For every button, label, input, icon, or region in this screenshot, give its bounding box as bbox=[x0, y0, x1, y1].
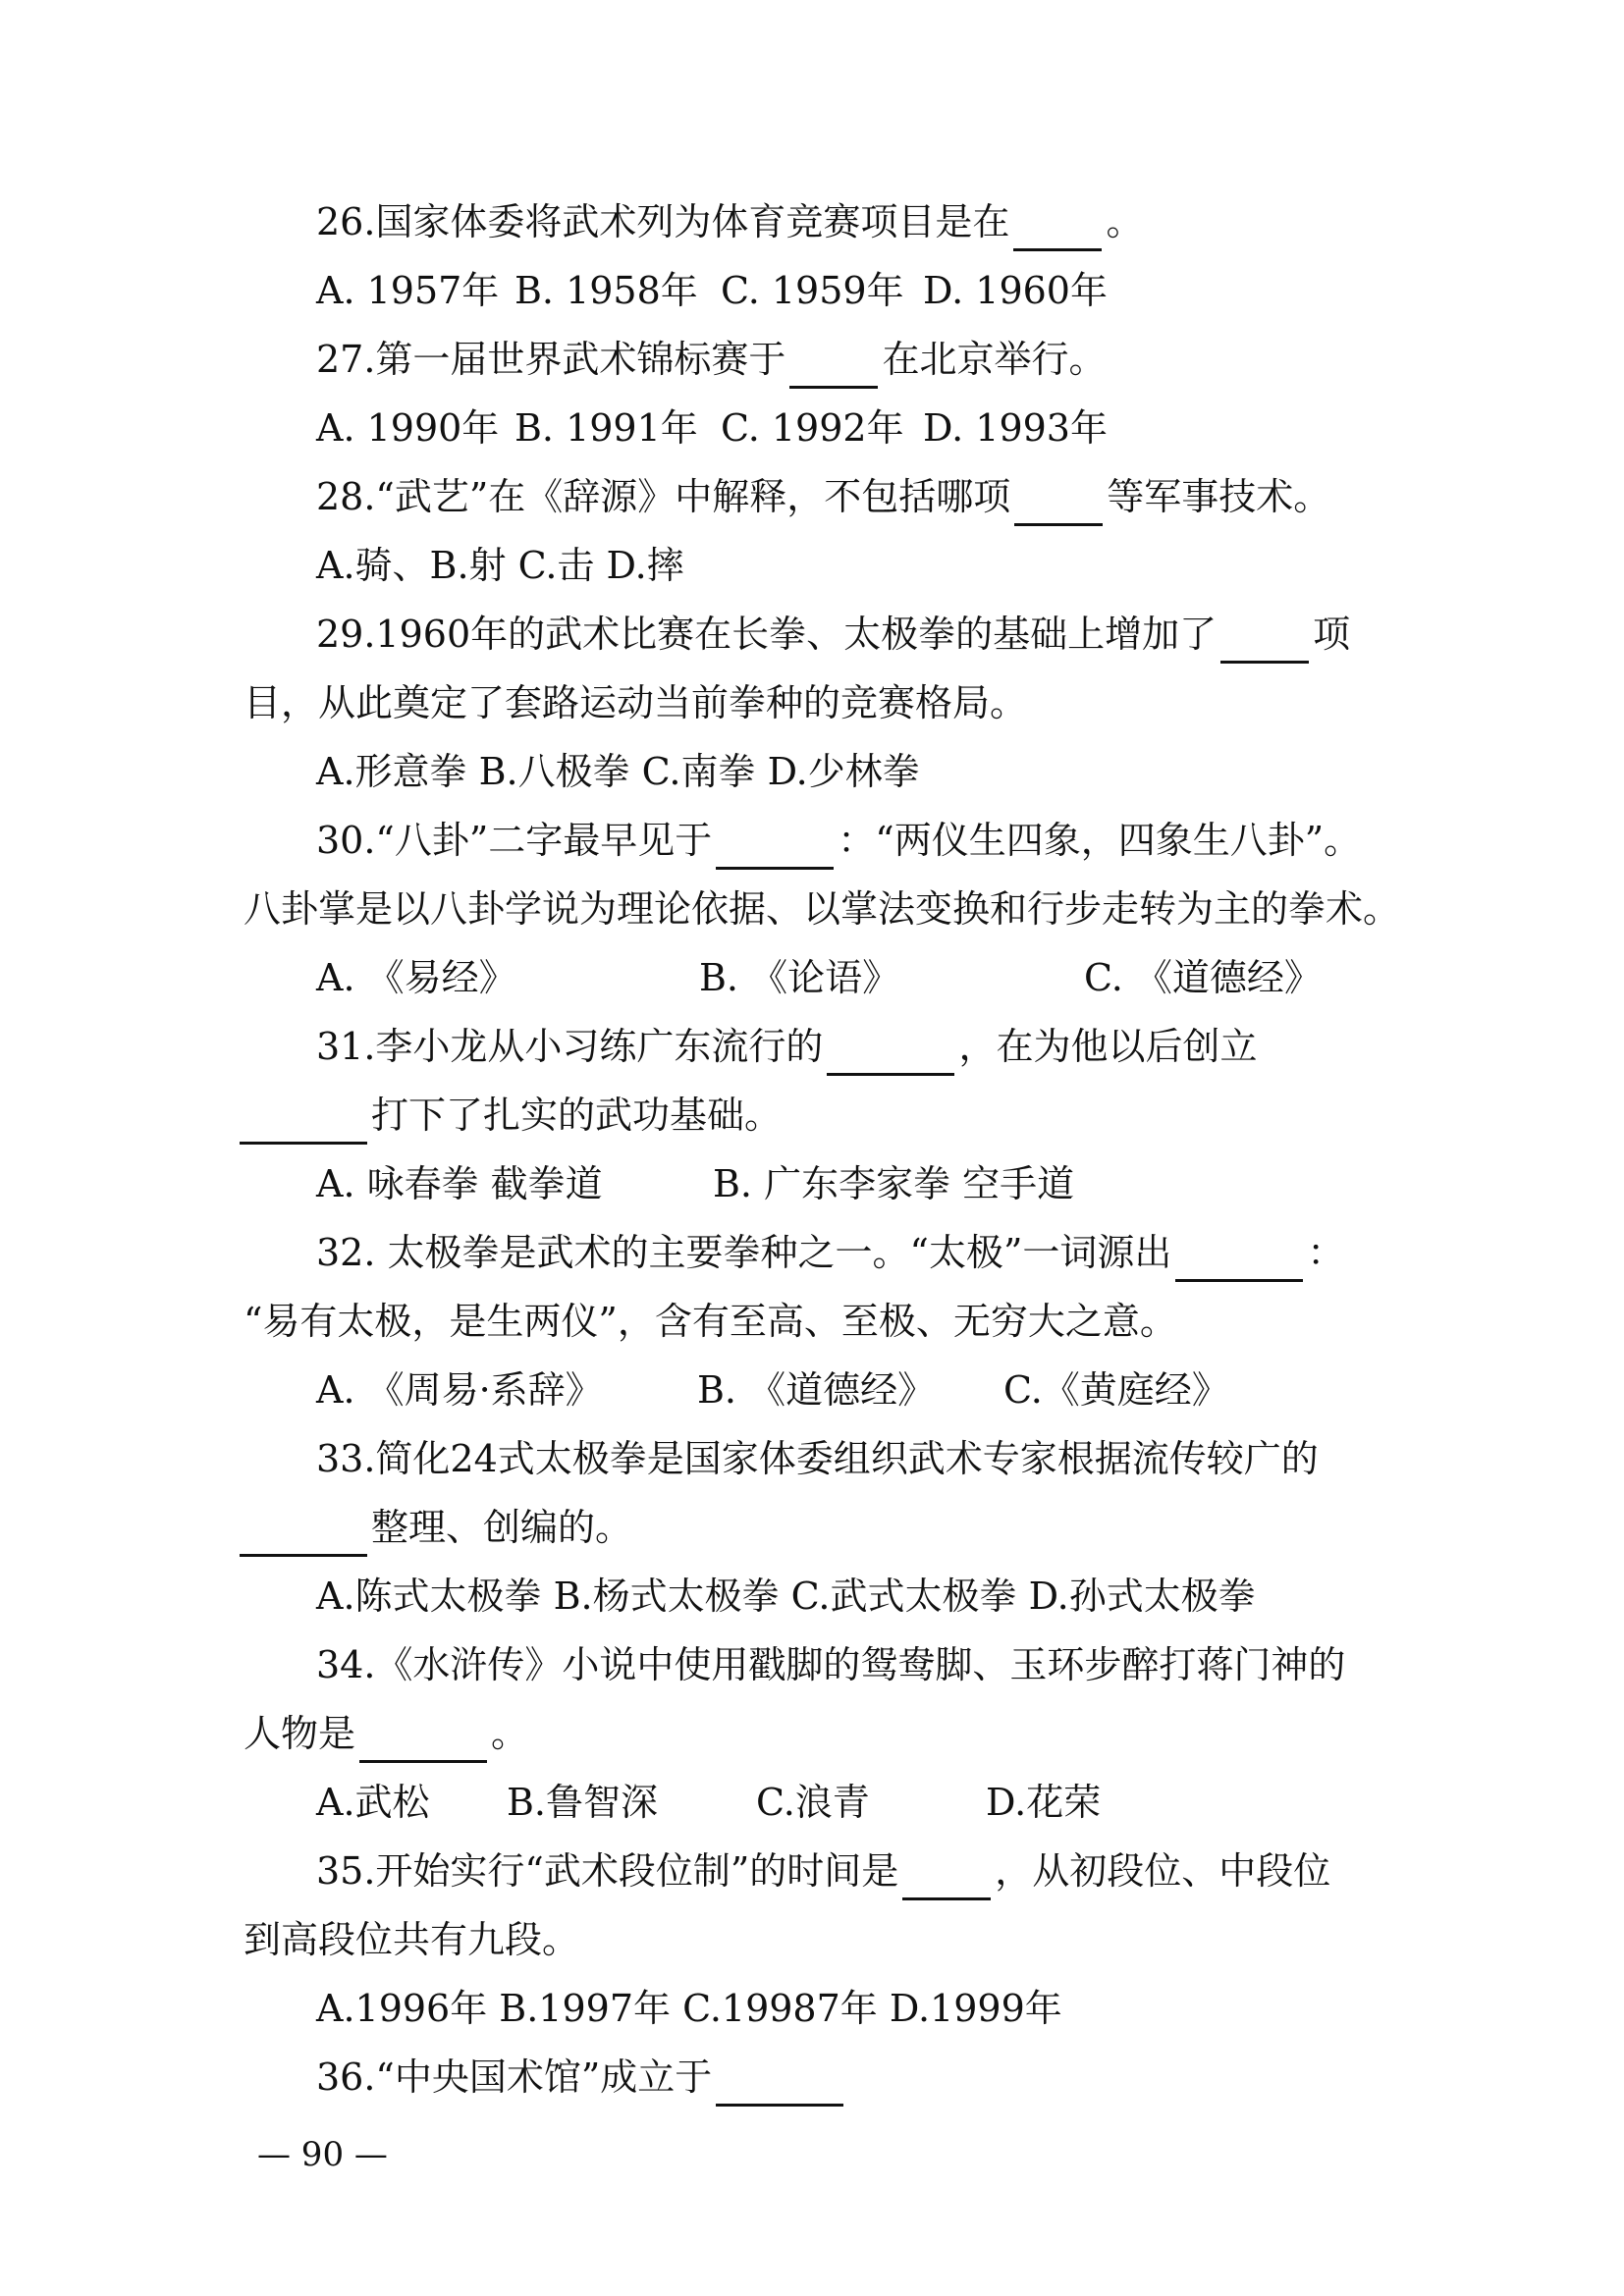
question-30-stem-line2: 八卦掌是以八卦学说为理论依据、以掌法变换和行步走转为主的拳术。 bbox=[244, 887, 1401, 931]
question-33-stem-line2-text: 整理、创编的。 bbox=[371, 1506, 633, 1549]
question-27-options bbox=[0, 399, 1624, 457]
question-28-stem-after: 等军事技术。 bbox=[1107, 475, 1331, 518]
question-34-option-b: B.鲁智深 bbox=[507, 1781, 659, 1824]
question-30-option-b: B. 《论语》 bbox=[699, 956, 900, 999]
question-28-options bbox=[0, 536, 1624, 595]
question-28-options-text: A.骑、B.射 C.击 D.摔 bbox=[316, 544, 684, 587]
question-31-stem-line2 bbox=[0, 1086, 1624, 1145]
question-27-stem bbox=[0, 330, 1624, 389]
answer-blank bbox=[1014, 478, 1103, 526]
answer-blank bbox=[827, 1028, 954, 1076]
question-30-stem-after: ：“两仪生四象，四象生八卦”。 bbox=[838, 819, 1362, 862]
question-33-options-text: A.陈式太极拳 B.杨式太极拳 C.武式太极拳 D.孙式太极拳 bbox=[316, 1575, 1256, 1618]
question-29-stem-before: 29.1960年的武术比赛在长拳、太极拳的基础上增加了 bbox=[316, 613, 1218, 656]
question-35-stem-line2: 到高段位共有九段。 bbox=[244, 1918, 580, 1961]
question-29-stem-after: 项 bbox=[1313, 613, 1351, 656]
question-31-option-a: A. 咏春拳 截拳道 bbox=[316, 1162, 603, 1205]
question-27-option-c: C. 1992年 bbox=[721, 406, 904, 450]
question-34-options bbox=[0, 1773, 1624, 1832]
question-35-stem-after: ，从初段位、中段位 bbox=[995, 1849, 1331, 1893]
question-34-option-c: C.浪青 bbox=[756, 1781, 870, 1824]
answer-blank bbox=[789, 341, 878, 389]
question-29-stem-line2: 目，从此奠定了套路运动当前拳种的竞赛格局。 bbox=[244, 681, 1028, 724]
question-32-option-c: C.《黄庭经》 bbox=[1003, 1368, 1229, 1412]
question-32-stem-line2: “易有太极，是生两仪”，含有至高、至极、无穷大之意。 bbox=[244, 1300, 1177, 1343]
page-number: — 90 — bbox=[257, 2135, 388, 2174]
question-34-stem-line2 bbox=[0, 1704, 1624, 1763]
answer-blank bbox=[240, 1096, 367, 1145]
question-26-option-d: D. 1960年 bbox=[923, 269, 1108, 312]
question-34-stem-line2-after: 。 bbox=[491, 1712, 529, 1755]
answer-blank bbox=[1175, 1234, 1303, 1282]
question-26-options bbox=[0, 261, 1624, 320]
question-30-option-c: C. 《道德经》 bbox=[1084, 956, 1322, 999]
question-26-stem-after: 。 bbox=[1106, 200, 1144, 243]
question-26-option-c: C. 1959年 bbox=[721, 269, 904, 312]
question-35-options-text: A.1996年 B.1997年 C.19987年 D.1999年 bbox=[316, 1987, 1062, 2030]
question-27-stem-before: 27.第一届世界武术锦标赛于 bbox=[316, 338, 786, 381]
question-33-options bbox=[0, 1567, 1624, 1626]
answer-blank bbox=[1013, 203, 1102, 251]
question-30-options bbox=[0, 948, 1624, 1007]
question-31-option-b: B. 广东李家拳 空手道 bbox=[713, 1162, 1075, 1205]
question-30-stem bbox=[0, 811, 1624, 870]
question-35-stem bbox=[0, 1842, 1624, 1900]
question-31-stem-before: 31.李小龙从小习练广东流行的 bbox=[316, 1025, 824, 1068]
question-32-stem-after: ： bbox=[1307, 1231, 1345, 1274]
question-34-option-d: D.花荣 bbox=[986, 1781, 1102, 1824]
question-35-options bbox=[0, 1979, 1624, 2038]
question-30-option-a: A. 《易经》 bbox=[316, 956, 516, 999]
answer-blank bbox=[716, 822, 834, 870]
question-31-stem bbox=[0, 1017, 1624, 1076]
question-29-stem bbox=[0, 605, 1624, 664]
question-36-stem bbox=[0, 2048, 1624, 2107]
question-26-stem bbox=[0, 192, 1624, 251]
question-28-stem bbox=[0, 467, 1624, 526]
question-31-stem-after: ，在为他以后创立 bbox=[958, 1025, 1258, 1068]
question-26-option-a: A. 1957年 bbox=[316, 269, 500, 312]
question-26-stem-before: 26.国家体委将武术列为体育竞赛项目是在 bbox=[316, 200, 1010, 243]
question-34-stem-line2-before: 人物是 bbox=[244, 1712, 356, 1755]
question-27-option-a: A. 1990年 bbox=[316, 406, 500, 450]
question-32-stem bbox=[0, 1223, 1624, 1282]
answer-blank bbox=[359, 1715, 487, 1763]
question-34-option-a: A.武松 bbox=[316, 1781, 430, 1824]
answer-blank bbox=[1220, 615, 1309, 664]
question-27-option-d: D. 1993年 bbox=[923, 406, 1108, 450]
question-34-stem: 34.《水浒传》小说中使用戳脚的鸳鸯脚、玉环步醉打蒋门神的 bbox=[316, 1643, 1346, 1686]
answer-blank bbox=[716, 2058, 843, 2107]
question-32-option-a: A. 《周易·系辞》 bbox=[316, 1368, 603, 1412]
question-36-stem-before: 36.“中央国术馆”成立于 bbox=[316, 2056, 713, 2099]
question-28-stem-before: 28.“武艺”在《辞源》中解释，不包括哪项 bbox=[316, 475, 1011, 518]
answer-blank bbox=[902, 1852, 991, 1900]
question-30-stem-before: 30.“八卦”二字最早见于 bbox=[316, 819, 713, 862]
question-32-option-b: B. 《道德经》 bbox=[697, 1368, 936, 1412]
question-27-stem-after: 在北京举行。 bbox=[882, 338, 1107, 381]
question-26-option-b: B. 1958年 bbox=[514, 269, 698, 312]
question-35-stem-before: 35.开始实行“武术段位制”的时间是 bbox=[316, 1849, 899, 1893]
question-31-options bbox=[0, 1154, 1624, 1213]
answer-blank bbox=[240, 1509, 367, 1557]
question-32-stem-before: 32. 太极拳是武术的主要拳种之一。“太极”一词源出 bbox=[316, 1231, 1172, 1274]
question-33-stem-line2 bbox=[0, 1498, 1624, 1557]
question-29-options-text: A.形意拳 B.八极拳 C.南拳 D.少林拳 bbox=[316, 750, 920, 793]
question-31-stem-line2-text: 打下了扎实的武功基础。 bbox=[371, 1094, 783, 1137]
question-33-stem: 33.简化24式太极拳是国家体委组织武术专家根据流传较广的 bbox=[316, 1437, 1319, 1480]
question-29-options bbox=[0, 742, 1624, 801]
question-27-option-b: B. 1991年 bbox=[514, 406, 698, 450]
question-32-options bbox=[0, 1361, 1624, 1419]
